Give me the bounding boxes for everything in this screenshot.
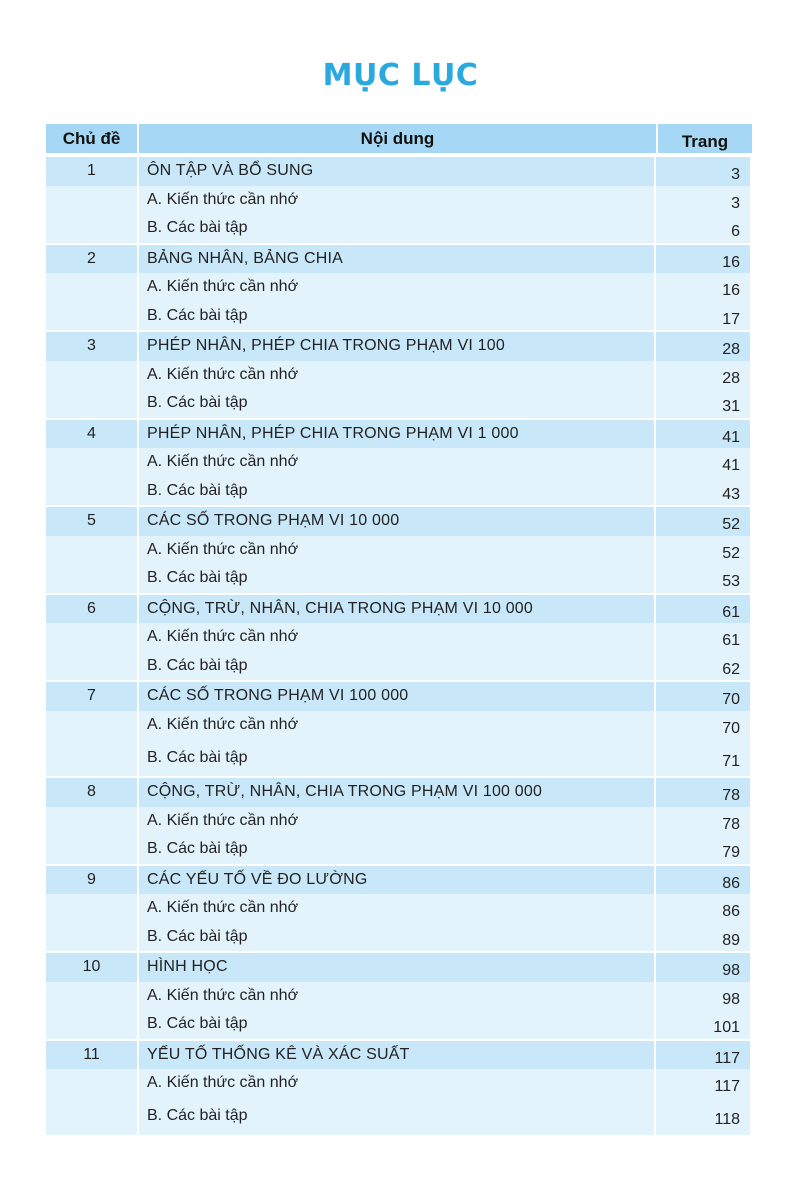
- topic-number: [46, 302, 139, 331]
- toc-entry-row: [46, 1098, 752, 1135]
- page-number: 28: [656, 332, 750, 361]
- entry-title: CỘNG, TRỪ, NHÂN, CHIA TRONG PHẠM VI 10 000: [139, 595, 656, 624]
- topic-number: [46, 894, 139, 923]
- entry-title: B. Các bài tập: [139, 214, 656, 243]
- page-number: 41: [656, 448, 750, 477]
- topic-number: [46, 835, 139, 864]
- entry-title: CÁC SỐ TRONG PHẠM VI 10 000: [139, 507, 656, 536]
- topic-number: [46, 711, 139, 740]
- page-number: 117: [656, 1041, 750, 1070]
- toc-entry-row: [46, 361, 752, 390]
- page-number: 62: [656, 652, 750, 681]
- topic-number: 2: [46, 245, 139, 274]
- toc-entry-row: [46, 214, 752, 243]
- toc-entry-row: [46, 835, 752, 864]
- page-number: 71: [656, 739, 750, 776]
- page-number: 89: [656, 923, 750, 952]
- table-body: [46, 155, 752, 1135]
- entry-title: B. Các bài tập: [139, 835, 656, 864]
- entry-title: B. Các bài tập: [139, 564, 656, 593]
- entry-title: PHÉP NHÂN, PHÉP CHIA TRONG PHẠM VI 100: [139, 332, 656, 361]
- toc-entry-row: [46, 302, 752, 331]
- toc-topic-row: [46, 1039, 752, 1070]
- toc-topic-row: [46, 864, 752, 895]
- entry-title: B. Các bài tập: [139, 477, 656, 506]
- page-number: 86: [656, 866, 750, 895]
- toc-entry-row: [46, 739, 752, 776]
- page-number: 86: [656, 894, 750, 923]
- topic-number: 3: [46, 332, 139, 361]
- page-number: 61: [656, 623, 750, 652]
- toc-topic-row: [46, 776, 752, 807]
- entry-title: A. Kiến thức cần nhớ: [139, 536, 656, 565]
- topic-number: [46, 186, 139, 215]
- entry-title: A. Kiến thức cần nhớ: [139, 894, 656, 923]
- topic-number: 10: [46, 953, 139, 982]
- toc-entry-row: [46, 652, 752, 681]
- topic-number: [46, 477, 139, 506]
- page-number: 98: [656, 982, 750, 1011]
- toc-topic-row: [46, 680, 752, 711]
- table-header: [46, 124, 752, 155]
- page-number: 3: [656, 186, 750, 215]
- topic-number: [46, 652, 139, 681]
- entry-title: ÔN TẬP VÀ BỔ SUNG: [139, 157, 656, 186]
- entry-title: B. Các bài tập: [139, 302, 656, 331]
- entry-title: CÁC YẾU TỐ VỀ ĐO LƯỜNG: [139, 866, 656, 895]
- entry-title: B. Các bài tập: [139, 923, 656, 952]
- page-number: 53: [656, 564, 750, 593]
- toc-entry-row: [46, 477, 752, 506]
- topic-number: [46, 1069, 139, 1098]
- entry-title: A. Kiến thức cần nhớ: [139, 1069, 656, 1098]
- entry-title: PHÉP NHÂN, PHÉP CHIA TRONG PHẠM VI 1 000: [139, 420, 656, 449]
- page-number: 6: [656, 214, 750, 243]
- toc-entry-row: [46, 894, 752, 923]
- page-number: 28: [656, 361, 750, 390]
- entry-title: B. Các bài tập: [139, 1098, 656, 1135]
- toc-topic-row: [46, 243, 752, 274]
- toc-entry-row: [46, 1010, 752, 1039]
- topic-number: [46, 536, 139, 565]
- page-number: 78: [656, 807, 750, 836]
- entry-title: A. Kiến thức cần nhớ: [139, 186, 656, 215]
- topic-number: 7: [46, 682, 139, 711]
- topic-number: 5: [46, 507, 139, 536]
- topic-number: [46, 1010, 139, 1039]
- toc-entry-row: [46, 1069, 752, 1098]
- topic-number: [46, 923, 139, 952]
- page-number: 61: [656, 595, 750, 624]
- entry-title: A. Kiến thức cần nhớ: [139, 623, 656, 652]
- topic-number: [46, 807, 139, 836]
- topic-number: [46, 982, 139, 1011]
- page-number: 79: [656, 835, 750, 864]
- page-number: 101: [656, 1010, 750, 1039]
- page-number: 70: [656, 682, 750, 711]
- page-number: 16: [656, 273, 750, 302]
- entry-title: B. Các bài tập: [139, 1010, 656, 1039]
- entry-title: YẾU TỐ THỐNG KÊ VÀ XÁC SUẤT: [139, 1041, 656, 1070]
- topic-number: [46, 623, 139, 652]
- entry-title: A. Kiến thức cần nhớ: [139, 982, 656, 1011]
- toc-topic-row: [46, 593, 752, 624]
- toc-entry-row: [46, 564, 752, 593]
- entry-title: A. Kiến thức cần nhớ: [139, 807, 656, 836]
- toc-topic-row: [46, 155, 752, 186]
- page-number: 52: [656, 507, 750, 536]
- toc-topic-row: [46, 418, 752, 449]
- entry-title: A. Kiến thức cần nhớ: [139, 448, 656, 477]
- toc-entry-row: [46, 273, 752, 302]
- page-title: MỤC LỤC: [322, 58, 479, 93]
- entry-title: B. Các bài tập: [139, 739, 656, 776]
- toc-entry-row: [46, 923, 752, 952]
- header-content: Nội dung: [139, 124, 658, 153]
- page-number: 70: [656, 711, 750, 740]
- page-number: 41: [656, 420, 750, 449]
- topic-number: [46, 448, 139, 477]
- header-topic: Chủ đề: [46, 124, 139, 153]
- topic-number: [46, 273, 139, 302]
- entry-title: CỘNG, TRỪ, NHÂN, CHIA TRONG PHẠM VI 100 000: [139, 778, 656, 807]
- page-number: 16: [656, 245, 750, 274]
- topic-number: [46, 564, 139, 593]
- page-number: 31: [656, 389, 750, 418]
- page-number: 52: [656, 536, 750, 565]
- toc-entry-row: [46, 389, 752, 418]
- page-number: 17: [656, 302, 750, 331]
- header-page: Trang: [681, 131, 729, 151]
- toc-entry-row: [46, 186, 752, 215]
- page-number: 118: [656, 1098, 750, 1135]
- page-number: 43: [656, 477, 750, 506]
- topic-number: [46, 389, 139, 418]
- topic-number: [46, 739, 139, 776]
- toc-entry-row: [46, 448, 752, 477]
- toc-entry-row: [46, 623, 752, 652]
- toc-entry-row: [46, 807, 752, 836]
- page-number: 98: [656, 953, 750, 982]
- toc-entry-row: [46, 982, 752, 1011]
- entry-title: CÁC SỐ TRONG PHẠM VI 100 000: [139, 682, 656, 711]
- topic-number: 6: [46, 595, 139, 624]
- entry-title: BẢNG NHÂN, BẢNG CHIA: [139, 245, 656, 274]
- topic-number: 9: [46, 866, 139, 895]
- entry-title: A. Kiến thức cần nhớ: [139, 361, 656, 390]
- topic-number: [46, 361, 139, 390]
- toc-entry-row: [46, 711, 752, 740]
- entry-title: B. Các bài tập: [139, 389, 656, 418]
- topic-number: [46, 214, 139, 243]
- page-number: 78: [656, 778, 750, 807]
- topic-number: 1: [46, 157, 139, 186]
- toc-topic-row: [46, 505, 752, 536]
- topic-number: 8: [46, 778, 139, 807]
- entry-title: A. Kiến thức cần nhớ: [139, 711, 656, 740]
- toc-entry-row: [46, 536, 752, 565]
- topic-number: 4: [46, 420, 139, 449]
- entry-title: A. Kiến thức cần nhớ: [139, 273, 656, 302]
- page-number: 117: [656, 1069, 750, 1098]
- entry-title: HÌNH HỌC: [139, 953, 656, 982]
- entry-title: B. Các bài tập: [139, 652, 656, 681]
- toc-topic-row: [46, 330, 752, 361]
- topic-number: 11: [46, 1041, 139, 1070]
- table-of-contents: [46, 124, 752, 1135]
- topic-number: [46, 1098, 139, 1135]
- page-number: 3: [656, 157, 750, 186]
- toc-topic-row: [46, 951, 752, 982]
